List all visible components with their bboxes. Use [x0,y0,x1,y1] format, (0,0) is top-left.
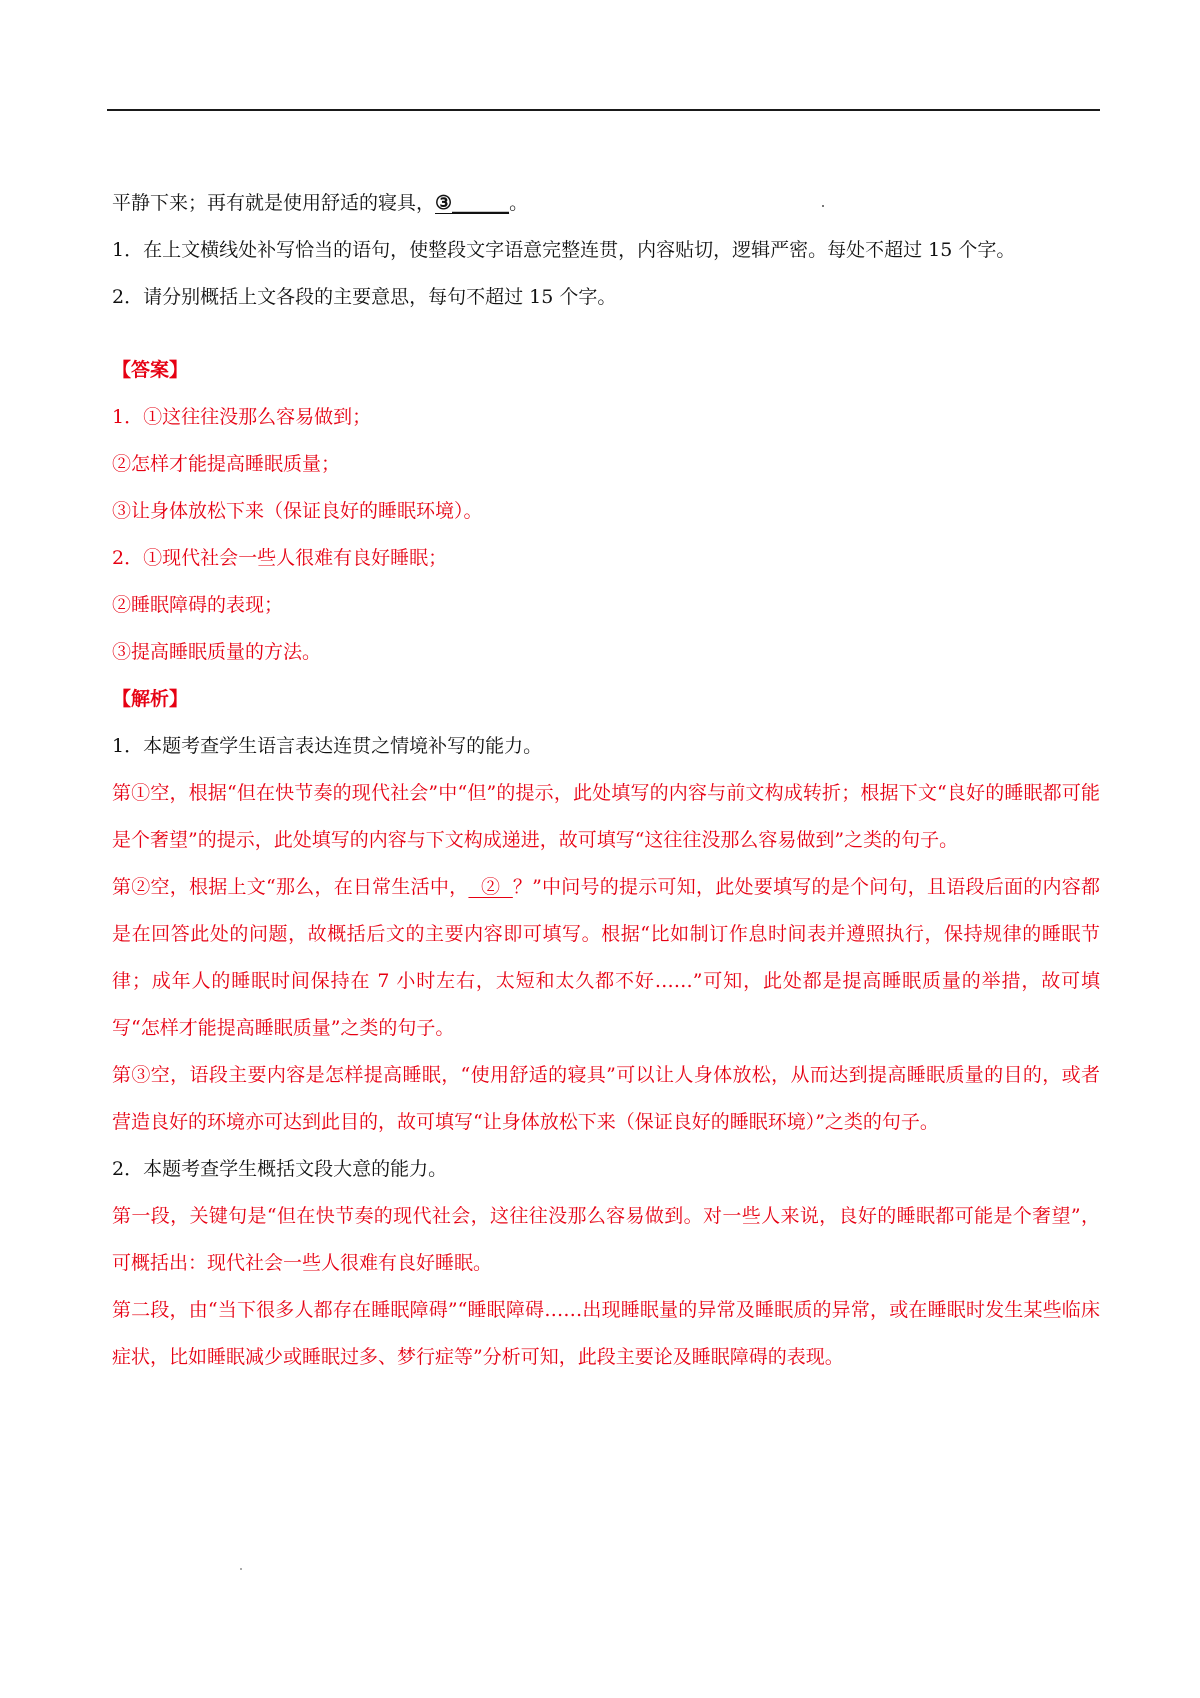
question-2: 2．请分别概括上文各段的主要意思，每句不超过 15 个字。 [112,286,617,308]
stray-dot [240,1568,242,1570]
header-rule [107,109,1100,111]
blank-2-mark: ② [468,876,513,898]
spacer [112,321,1100,347]
blank-3: ③______ [435,192,510,214]
page-content [112,180,1100,1381]
analysis-heading: 【解析】 [112,688,189,710]
answer-line: 2．①现代社会一些人很难有良好睡眠； [112,547,448,569]
analysis-para-1: 第一段，关键句是“但在快节奏的现代社会，这往往没那么容易做到。对一些人来说，良好的睡眠都可能是个奢望”，可概括出：现代社会一些人很难有良好睡眠。 [112,1205,1100,1274]
answer-line: ③提高睡眠质量的方法。 [112,641,322,663]
analysis-intro-1: 1．本题考查学生语言表达连贯之情境补写的能力。 [112,735,543,757]
analysis-blank-3: 第③空，语段主要内容是怎样提高睡眠，“使用舒适的寝具”可以让人身体放松，从而达到提高睡眠质量的目的，或者营造良好的环境亦可达到此目的，故可填写“让身体放松下来（保证良好的睡眠环境）”之类的句子。 [112,1064,1100,1133]
analysis-blank-1: 第①空，根据“但在快节奏的现代社会”中“但”的提示，此处填写的内容与前文构成转折；根据下文“良好的睡眠都可能是个奢望”的提示，此处填写的内容与下文构成递进，故可填写“这往往没那么容易做到”之类的句子。 [112,782,1100,851]
answer-line: ③让身体放松下来（保证良好的睡眠环境）。 [112,500,483,522]
analysis-blank-2: 第②空，根据上文“那么，在日常生活中， ② ？”中问号的提示可知，此处要填写的是个问句，且语段后面的内容都是在回答此处的问题，故概括后文的主要内容即可填写。根据“比如制订作息时间表并遵照执行，保持规律的睡眠节律；成年人的睡眠时间保持在 7 小时左右，太短和太久都不好……”可知，此处都是提高睡眠质量的举措，故可填写“怎样才能提高睡眠质量”之类的句子。 [112,876,1100,1039]
answer-line: 1．①这往往没那么容易做到； [112,406,372,428]
analysis-para-2: 第二段，由“当下很多人都存在睡眠障碍”“睡眠障碍……出现睡眠量的异常及睡眠质的异常，或在睡眠时发生某些临床症状，比如睡眠减少或睡眠过多、梦行症等”分析可知，此段主要论及睡眠障碍的表现。 [112,1299,1100,1368]
answer-heading: 【答案】 [112,359,189,381]
passage-tail: 平静下来；再有就是使用舒适的寝具，③______。 [112,192,529,214]
question-1: 1．在上文横线处补写恰当的语句，使整段文字语意完整连贯，内容贴切，逻辑严密。每处不超过 15 个字。 [112,239,1016,261]
answer-line: ②怎样才能提高睡眠质量； [112,453,341,475]
analysis-intro-2: 2．本题考查学生概括文段大意的能力。 [112,1158,448,1180]
answer-line: ②睡眠障碍的表现； [112,594,284,616]
